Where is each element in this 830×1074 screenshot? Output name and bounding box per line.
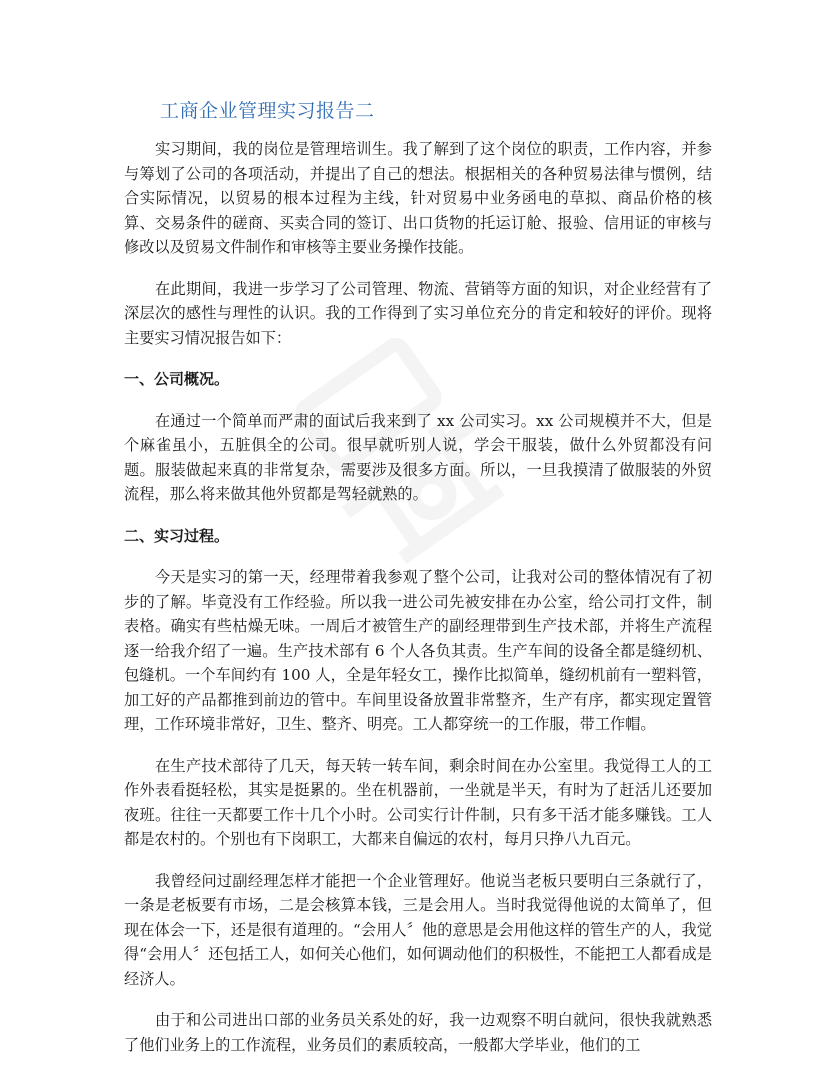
internship-paragraph-3: 我曾经问过副经理怎样才能把一个企业管理好。他说当老板只要明白三条就行了，一条是老板要有市场，二是会核算本钱，三是会用人。当时我觉得他说的太简单了，但现在体会一下，还是很有道理的。“会用人〞他的意思是会用他这样的管生产的人，我觉得“会用人〞还包括工人，如何关心他们，如何调动他们的积极性，不能把工人都看成是经济人。 (124, 871, 712, 988)
internship-paragraph-4: 由于和公司进出口部的业务员关系处的好，我一边观察不明白就问，很快我就熟悉了他们业务上的工作流程，业务员们的素质较高，一般都大学毕业，他们的工 (124, 1011, 712, 1054)
internship-paragraph-2: 在生产技术部待了几天，每天转一转车间，剩余时间在办公室里。我觉得工人的工作外表看挺轻松，其实是挺累的。坐在机器前，一坐就是半天，有时为了赶活儿还要加夜班。往往一天都要工作十几个小时。公司实行计件制，只有多干活才能多赚钱。工人都是农村的。个别也有下岗职工，大都来自偏远的农村，每月只挣八九百元。 (124, 756, 712, 848)
document-body (124, 137, 712, 1074)
intro-paragraph-2: 在此期间，我进一步学习了公司管理、物流、营销等方面的知识，对企业经营有了深层次的感性与理性的认识。我的工作得到了实习单位充分的肯定和较好的评价。现将主要实习情况报告如下： (124, 279, 712, 347)
section-heading-company-overview: 一、公司概况。 (124, 370, 230, 388)
company-overview-paragraph: 在通过一个简单而严肃的面试后我来到了 xx 公司实习。xx 公司规模并不大，但是个麻雀虽小，五脏俱全的公司。很早就听别人说，学会干服装，做什么外贸都没有问题。服装做起来真的非常复杂，需要涉及很多方面。所以，一旦我摸清了做服装的外贸流程，那么将来做其他外贸都是驾轻就熟的。 (124, 411, 712, 503)
section-heading-internship-process: 二、实习过程。 (124, 526, 230, 545)
intro-paragraph-1: 实习期间，我的岗位是管理培训生。我了解到了这个岗位的职责，工作内容，并参与筹划了公司的各项活动，并提出了自己的想法。根据相关的各种贸易法律与惯例，结合实际情况，以贸易的根本过程为主线，针对贸易中业务函电的草拟、商品价格的核算、交易条件的磋商、买卖合同的签订、出口货物的托运订舱、报验、信用证的审核与修改以及贸易文件制作和审核等主要业务操作技能。 (124, 140, 712, 256)
document-title: 工商企业管理实习报告二 (160, 100, 375, 122)
internship-paragraph-1: 今天是实习的第一天，经理带着我参观了整个公司，让我对公司的整体情况有了初步的了解。毕竟没有工作经验。所以我一进公司先被安排在办公室，给公司打文件，制表格。确实有些枯燥无味。一周后才被管生产的副经理带到生产技术部，并将生产流程逐一给我介绍了一遍。生产技术部有 6 个人各负其责。生产车间的设备全都是缝纫机、包缝机。一个车间约有 100 人，全是年轻女工，操作比拟简单，缝纫机前有一塑料管，加工好的产品都推到前边的管中。车间里设备放置非常整齐，生产有序，都实现定置管理，工作环境非常好，卫生、整齐、明亮。工人都穿统一的工作服，带工作帽。 (124, 568, 712, 733)
